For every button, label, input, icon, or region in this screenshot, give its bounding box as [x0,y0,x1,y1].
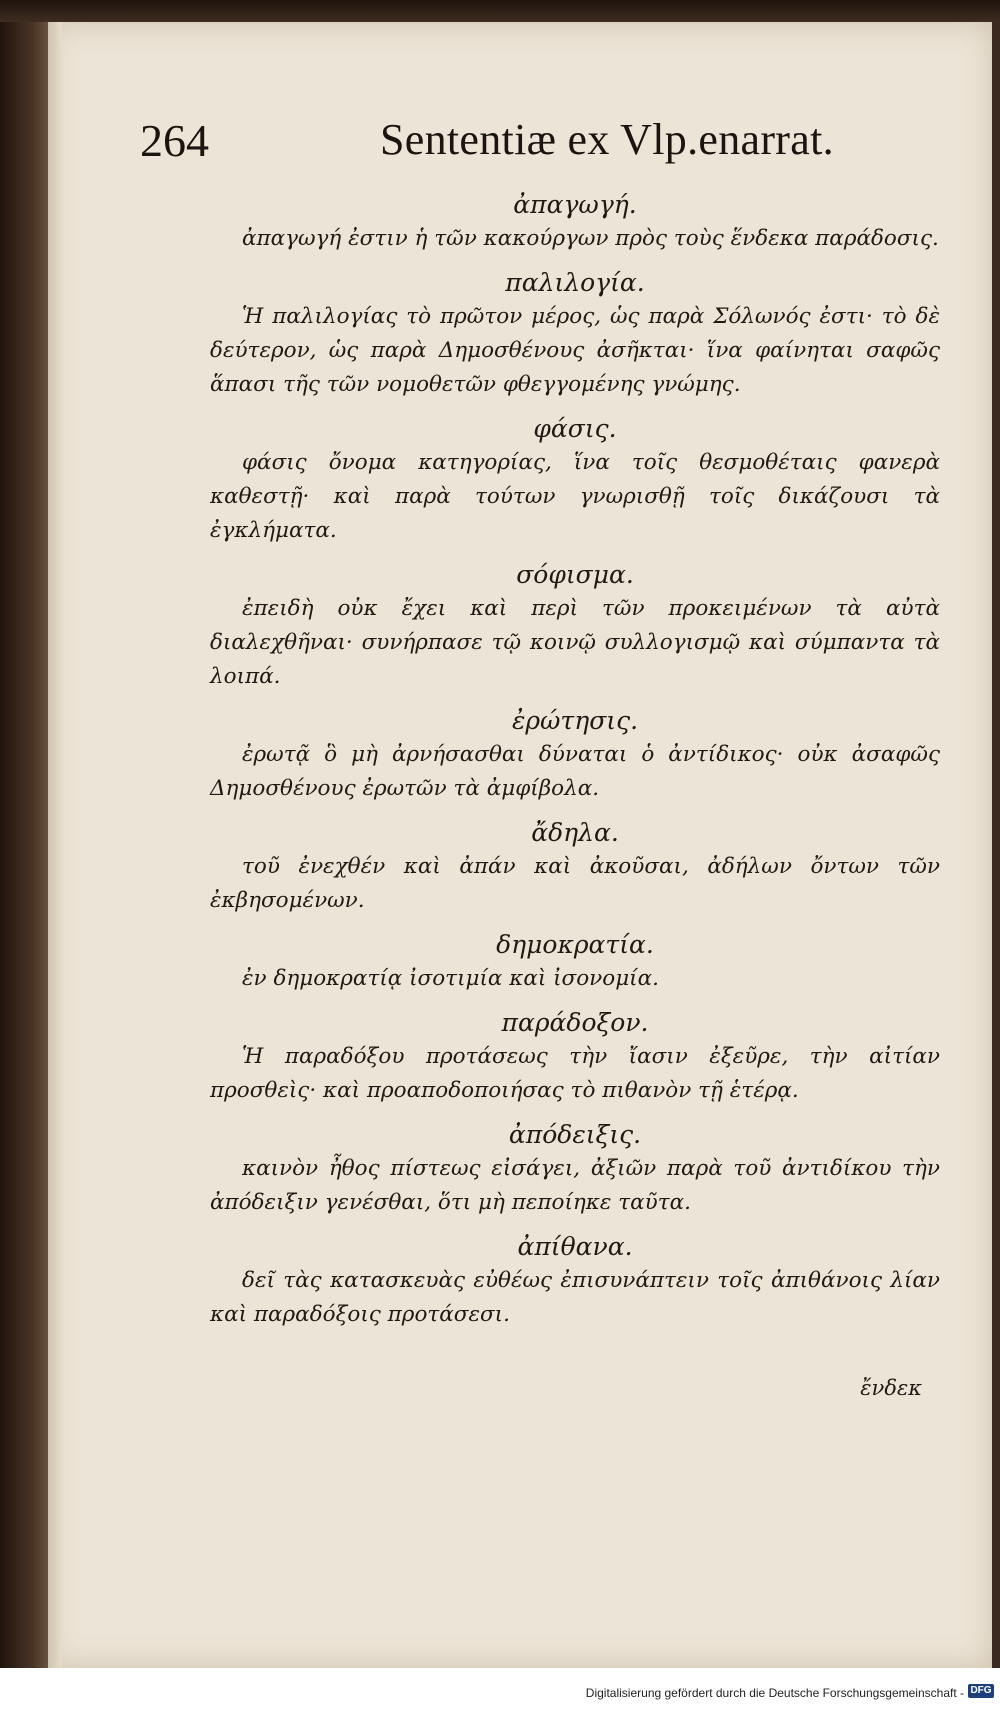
page-gutter [48,22,62,1668]
entry-heading: παλιλογία. [505,268,645,297]
catchword: ἔνδεκ [860,1376,922,1400]
entry-heading: ἀπαγωγή. [513,190,637,219]
page-body [210,178,940,1332]
digitization-footer [0,1668,1000,1712]
scan-edge-top [0,0,1000,22]
page-header [140,114,930,174]
entry-text: φάσις ὄνομα κατηγορίας, ἵνα τοῖς θεσμοθέταις φανερὰ καθεστῇ· καὶ παρὰ τούτων γνωρισθῇ τοῖς δικάζουσι τὰ ἐγκλήματα. [210,450,940,543]
entry-heading: σόφισμα. [516,560,634,589]
entry-text: τοῦ ἐνεχθέν καὶ ἀπάν καὶ ἀκοῦσαι, ἀδήλων ὄντων τῶν ἐκβησομένων. [210,854,940,913]
page-number: 264 [140,115,209,166]
funding-credit: Digitalisierung gefördert durch die Deutsche Forschungsgemeinschaft - [585,1686,964,1700]
entry-text: καινὸν ἦθος πίστεως εἰσάγει, ἀξιῶν παρὰ τοῦ ἀντιδίκου τὴν ἀπόδειξιν γενέσθαι, ὅτι μὴ πεποίηκε ταῦτα. [210,1156,940,1215]
entry-heading: παράδοξον. [501,1008,649,1037]
entry-heading: ἀπόδειξις. [508,1120,642,1149]
dfg-logo-icon: DFG [968,1684,994,1698]
scan-edge-left [0,0,48,1712]
entry-heading: ἄδηλα. [531,818,619,847]
entry-heading: φάσις. [533,414,617,443]
entry-text: ἀπαγωγή ἐστιν ἡ τῶν κακούργων πρὸς τοὺς ἕνδεκα παράδοσις. [242,226,939,251]
entry-heading: ἀπίθανα. [517,1232,633,1261]
entry-heading: ἐρώτησις. [511,706,639,735]
running-title: Sententiæ ex Vlp.enarrat. [380,115,834,164]
entry-text: ἐρωτᾷ ὃ μὴ ἀρνήσασθαι δύναται ὁ ἀντίδικος· οὐκ ἀσαφῶς Δημοσθένους ἐρωτῶν τὰ ἀμφίβολα. [210,742,940,801]
entry-heading: δημοκρατία. [496,930,654,959]
entry-text: ἐν δημοκρατίᾳ ἰσοτιμία καὶ ἰσονομία. [242,966,659,991]
entry-text: ἐπειδὴ οὐκ ἔχει καὶ περὶ τῶν προκειμένων τὰ αὐτὰ διαλεχθῆναι· συνήρπασε τῷ κοινῷ συλλογισμῷ καὶ σύμπαντα τὰ λοιπά. [210,596,940,689]
entry-text: Ἡ παλιλογίας τὸ πρῶτον μέρος, ὡς παρὰ Σόλωνός ἐστι· τὸ δὲ δεύτερον, ὡς παρὰ Δημοσθένους ἀσῆκται· ἵνα φαίνηται σαφῶς ἅπασι τῆς τῶν νομοθετῶν φθεγγομένης γνώμης. [210,304,940,397]
entry-text: Ἡ παραδόξου προτάσεως τὴν ἴασιν ἐξεῦρε, τὴν αἰτίαν προσθεὶς· καὶ προαποδοποιήσας τὸ πιθανὸν τῇ ἑτέρᾳ. [210,1044,940,1103]
entry-text: δεῖ τὰς κατασκευὰς εὐθέως ἐπισυνάπτειν τοῖς ἀπιθάνοις λίαν καὶ παραδόξοις προτάσεσι. [210,1268,940,1327]
